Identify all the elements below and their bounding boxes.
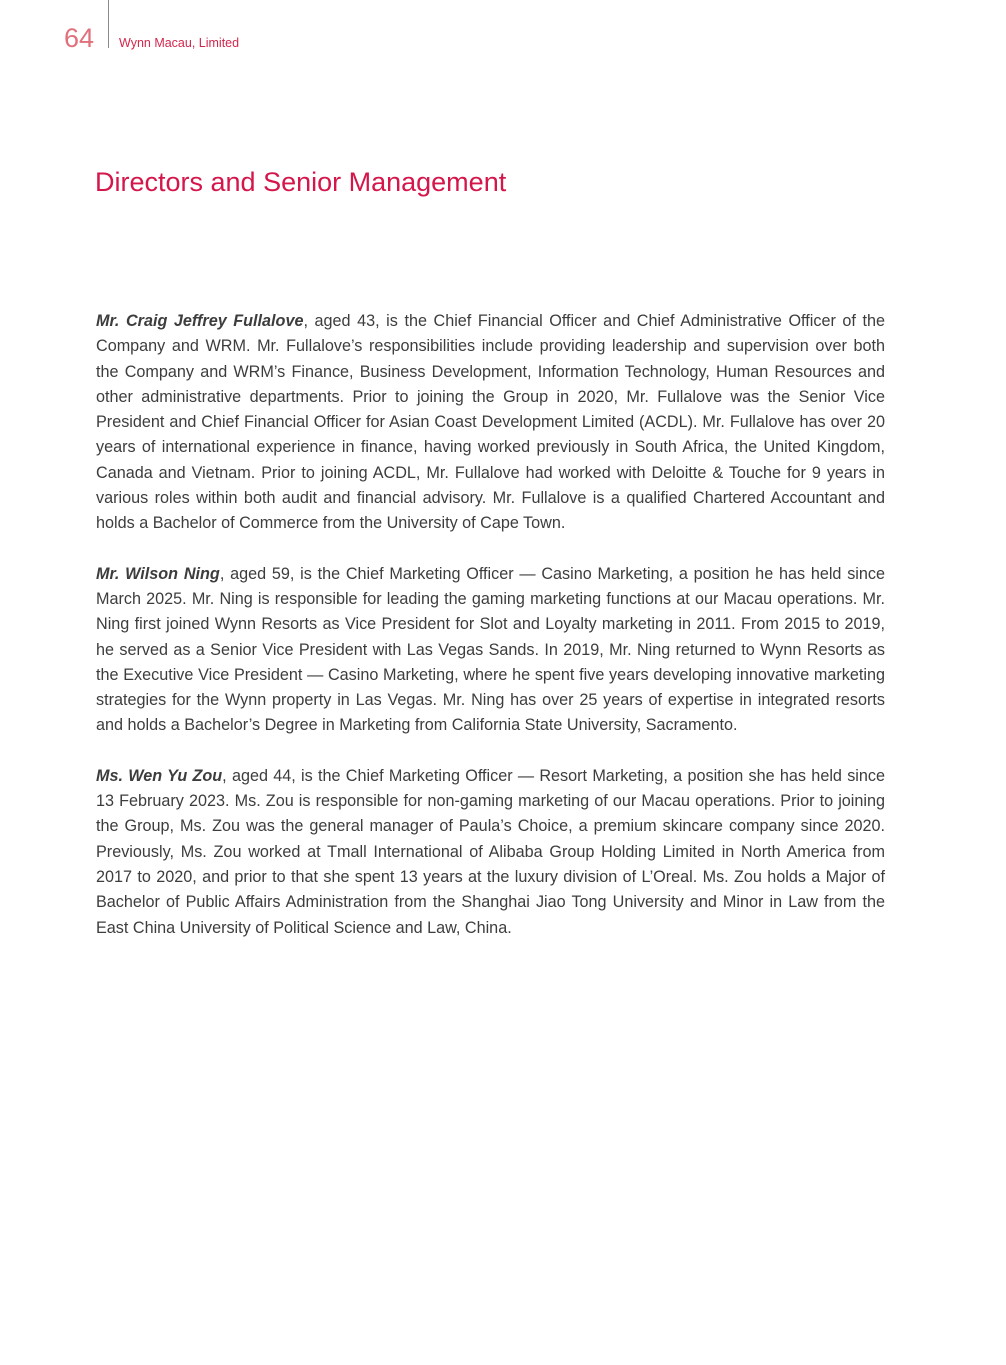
bio-text: , aged 59, is the Chief Marketing Officer — Casino Marketing, a position he has held since March 2025. Mr. Ning is responsible for leading the gaming marketing functions at our Macau operations. Mr. Ning first joined Wynn Resorts as Vice President for Slot and Loyalty marketing in 2011. From 2015 to 2019, he served as a Senior Vice President with Las Vegas Sands. In 2019, Mr. Ning returned to Wynn Resorts as the Executive Vice President — Casino Marketing, where he spent five years developing innovative marketing strategies for the Wynn property in Las Vegas. Mr. Ning has over 25 years of expertise in integrated resorts and holds a Bachelor’s Degree in Marketing from California State University, Sacramento. bbox=[96, 564, 885, 735]
bio-name: Ms. Wen Yu Zou bbox=[96, 766, 223, 785]
bios-section bbox=[96, 309, 885, 966]
bio-paragraph bbox=[96, 562, 885, 739]
header-divider bbox=[108, 0, 109, 48]
bio-name: Mr. Craig Jeffrey Fullalove bbox=[96, 312, 304, 330]
company-name: Wynn Macau, Limited bbox=[119, 36, 240, 50]
bio-text: , aged 44, is the Chief Marketing Officer — Resort Marketing, a position she has held since 13 February 2023. Ms. Zou is responsible for non-gaming marketing of our Macau operations. Prior to joining the Group, Ms. Zou was the general manager of Paula’s Choice, a premium skincare company since 2020. Previously, Ms. Zou worked at Tmall International of Alibaba Group Holding Limited in North America from 2017 to 2020, and prior to that she spent 13 years at the luxury division of L’Oreal. Ms. Zou holds a Major of Bachelor of Public Affairs Administration from the Shanghai Jiao Tong University and Minor in Law from the East China University of Political Science and Law, China. bbox=[96, 766, 885, 937]
bio-paragraph bbox=[96, 764, 885, 941]
bio-text: , aged 43, is the Chief Financial Officer and Chief Administrative Officer of the Company and WRM. Mr. Fullalove’s responsibilities include providing leadership and supervision over both the Company and WRM’s Finance, Business Development, Information Technology, Human Resources and other administrative departments. Prior to joining the Group in 2020, Mr. Fullalove was the Senior Vice President and Chief Financial Officer for Asian Coast Development Limited (ACDL). Mr. Fullalove has over 20 years of international experience in finance, having worked previously in South Africa, the United Kingdom, Canada and Vietnam. Prior to joining ACDL, Mr. Fullalove had worked with Deloitte & Touche for 9 years in various roles within both audit and financial advisory. Mr. Fullalove is a qualified Chartered Accountant and holds a Bachelor of Commerce from the University of Cape Town. bbox=[96, 312, 885, 533]
bio-paragraph bbox=[96, 309, 885, 537]
page-title: Directors and Senior Management bbox=[95, 167, 507, 197]
page-number: 64 bbox=[64, 23, 95, 53]
page-header bbox=[0, 0, 1006, 60]
bio-name: Mr. Wilson Ning bbox=[96, 564, 220, 583]
